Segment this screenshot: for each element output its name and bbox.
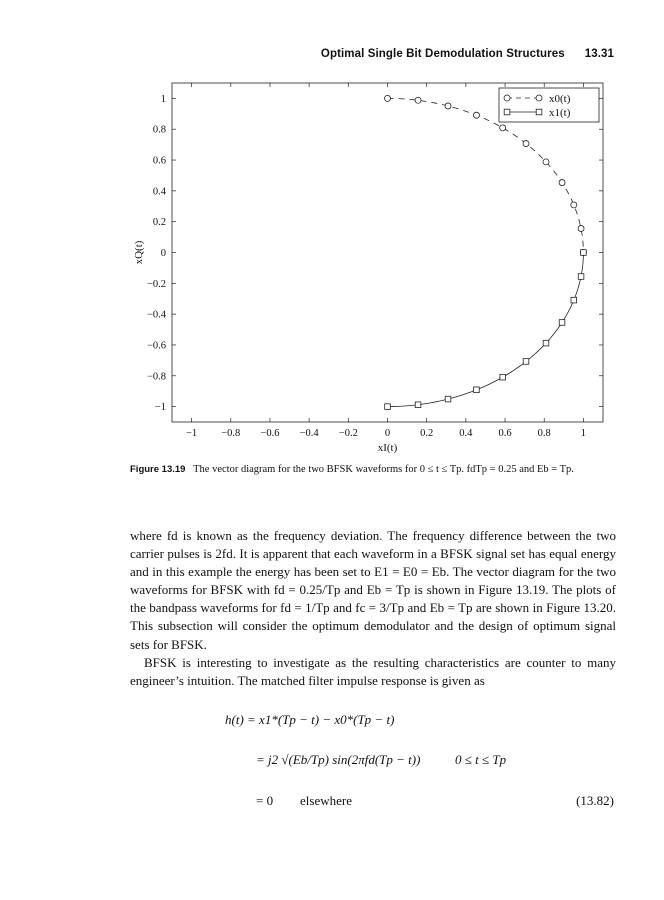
equation-line-1: h(t) = x1*(Tp − t) − x0*(Tp − t) (225, 712, 395, 727)
legend-marker (536, 109, 542, 115)
data-point-x0t (523, 141, 529, 147)
data-point-x0t (578, 225, 584, 231)
legend-marker (504, 95, 510, 101)
y-tick-label: 0.8 (152, 124, 166, 136)
paragraph-1: where fd is known as the frequency deviation. The frequency difference between the two carrier pulses is 2fd. It is apparent that each waveform in a BFSK signal set has equal energy and in this example the energy has been set to E1 = E0 = Eb. The vector diagram for the two waveforms for BFSK with fd = 0.25/Tp and Eb = Tp is shown in Figure 13.19. The plots of the bandpass waveforms for fd = 1/Tp and fc = 3/Tp and Eb = Tp are shown in Figure 13.20. This subsection will consider the optimum demodulator and the design of optimum signal sets for BFSK. (130, 528, 616, 652)
caption-text: The vector diagram for the two BFSK waveforms for 0 ≤ t ≤ Tp. fdTp = 0.25 and Eb = Tp. (193, 464, 574, 475)
x-tick-label: −0.4 (299, 428, 319, 439)
x-axis-label: xI(t) (377, 442, 398, 454)
y-tick-label: 0.4 (152, 186, 166, 198)
y-tick-label: −0.8 (146, 371, 166, 383)
data-point-x1t (415, 402, 421, 408)
legend (499, 88, 599, 122)
data-point-x1t (445, 396, 451, 402)
x-tick-label: 0.2 (420, 428, 434, 439)
y-tick-label: −0.2 (146, 278, 166, 290)
data-point-x0t (415, 97, 421, 103)
data-point-x1t (581, 250, 587, 256)
figure-caption (130, 463, 610, 476)
y-tick-label: 0.2 (152, 217, 166, 229)
plot-frame (172, 83, 603, 422)
data-point-x0t (500, 125, 506, 131)
legend-marker (504, 109, 510, 115)
x-tick-label: −0.2 (338, 428, 358, 439)
data-point-x0t (543, 159, 549, 165)
data-point-x0t (473, 112, 479, 118)
caption-label: Figure 13.19 (130, 464, 186, 475)
equation-line-3-condition: elsewhere (300, 793, 352, 808)
data-point-x1t (571, 297, 577, 303)
x-tick-label: −0.8 (221, 428, 241, 439)
header-section-number: 13.31 (584, 48, 614, 60)
paragraph-2: BFSK is interesting to investigate as the resulting characteristics are counter to many engineer’s intuition. The matched filter impulse response is given as (130, 654, 616, 688)
x-tick-label: 0.8 (537, 428, 551, 439)
y-axis-label: xQ(t) (133, 240, 145, 265)
x-tick-label: 0.4 (459, 428, 473, 439)
x-tick-label: 1 (580, 428, 587, 439)
equation-line-2: = j2 √(Eb/Tp) sin(2πfd(Tp − t)) (256, 752, 421, 767)
body-text (130, 527, 616, 690)
y-tick-label: 1 (160, 93, 166, 105)
legend-marker (536, 95, 542, 101)
data-point-x0t (571, 202, 577, 208)
equation-line-3: = 0 (256, 793, 274, 808)
y-tick-label: 0.6 (152, 155, 166, 167)
legend-label: x0(t) (549, 93, 571, 105)
data-point-x1t (578, 274, 584, 280)
x-tick-label: 0 (384, 428, 391, 439)
data-point-x1t (559, 320, 565, 326)
data-point-x1t (523, 359, 529, 365)
data-point-x0t (385, 95, 391, 101)
data-point-x1t (474, 387, 480, 393)
equation-line-2-condition: 0 ≤ t ≤ Tp (455, 752, 507, 767)
y-tick-label: −0.6 (146, 340, 166, 352)
series-line-x1t (388, 253, 584, 407)
data-point-x1t (500, 374, 506, 380)
y-tick-label: −0.4 (146, 309, 166, 321)
data-point-x1t (543, 340, 549, 346)
y-tick-label: 0 (160, 248, 166, 259)
data-point-x0t (559, 180, 565, 186)
x-tick-label: −1 (186, 428, 198, 439)
legend-label: x1(t) (549, 107, 571, 119)
y-tick-label: −1 (154, 402, 166, 414)
data-point-x0t (445, 103, 451, 109)
equation-number: (13.82) (576, 793, 614, 808)
x-tick-label: 0.6 (498, 428, 512, 439)
x-tick-label: −0.6 (260, 428, 280, 439)
header-title: Optimal Single Bit Demodulation Structures (320, 48, 565, 60)
data-point-x1t (385, 404, 391, 410)
